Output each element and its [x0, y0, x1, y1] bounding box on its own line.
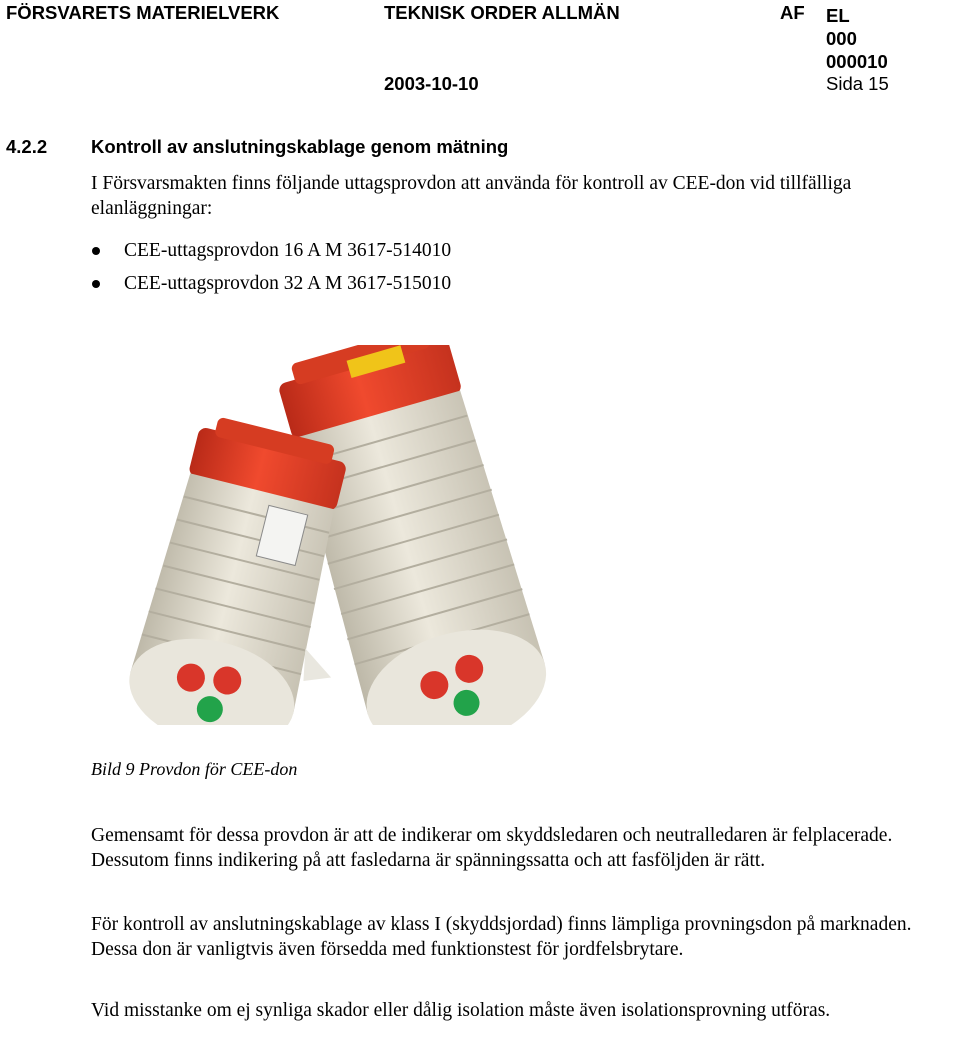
header-code-line-2: 000: [826, 28, 857, 49]
intro-paragraph: I Försvarsmakten finns följande uttagsprovdon att använda för kontroll av CEE-don vid tillfälliga elanläggningar:: [91, 173, 852, 219]
list-item-text: CEE-uttagsprovdon 32 A M 3617-515010: [124, 273, 452, 294]
body-paragraph: Gemensamt för dessa provdon är att de indikerar om skyddsledaren och neutralledaren är felplacerade. Dessutom finns indikering på att fasledarna är spänningssatta och att fasföljden är rätt.: [91, 825, 893, 871]
list-item: [91, 267, 451, 300]
bullet-icon: [92, 247, 100, 255]
list-item: [91, 234, 451, 267]
header-code-line-1: EL: [826, 5, 850, 26]
header-date: 2003-10-10: [384, 73, 479, 94]
figure-caption: Bild 9 Provdon för CEE-don: [91, 759, 298, 779]
bullet-list: [91, 234, 451, 300]
list-item-text: CEE-uttagsprovdon 16 A M 3617-514010: [124, 240, 452, 261]
section-number: 4.2.2: [6, 136, 48, 157]
header-code-line-3: 000010: [826, 51, 888, 72]
header-page-number: Sida 15: [826, 73, 889, 94]
header-af: AF: [780, 2, 805, 23]
header-document-type: TEKNISK ORDER ALLMÄN: [384, 2, 620, 23]
header-document-code: [826, 4, 888, 73]
body-paragraph: För kontroll av anslutningskablage av klass I (skyddsjordad) finns lämpliga provningsdon på marknaden. Dessa don är vanligtvis även försedda med funktionstest för jordfelsbrytare.: [91, 914, 912, 960]
body-paragraph: Vid misstanke om ej synliga skador eller dålig isolation måste även isolationsprovning utföras.: [91, 1000, 831, 1021]
cee-tester-photo: [85, 345, 605, 725]
bullet-icon: [92, 280, 100, 288]
header-organization: FÖRSVARETS MATERIELVERK: [6, 2, 280, 23]
section-title: Kontroll av anslutningskablage genom mätning: [91, 136, 509, 157]
